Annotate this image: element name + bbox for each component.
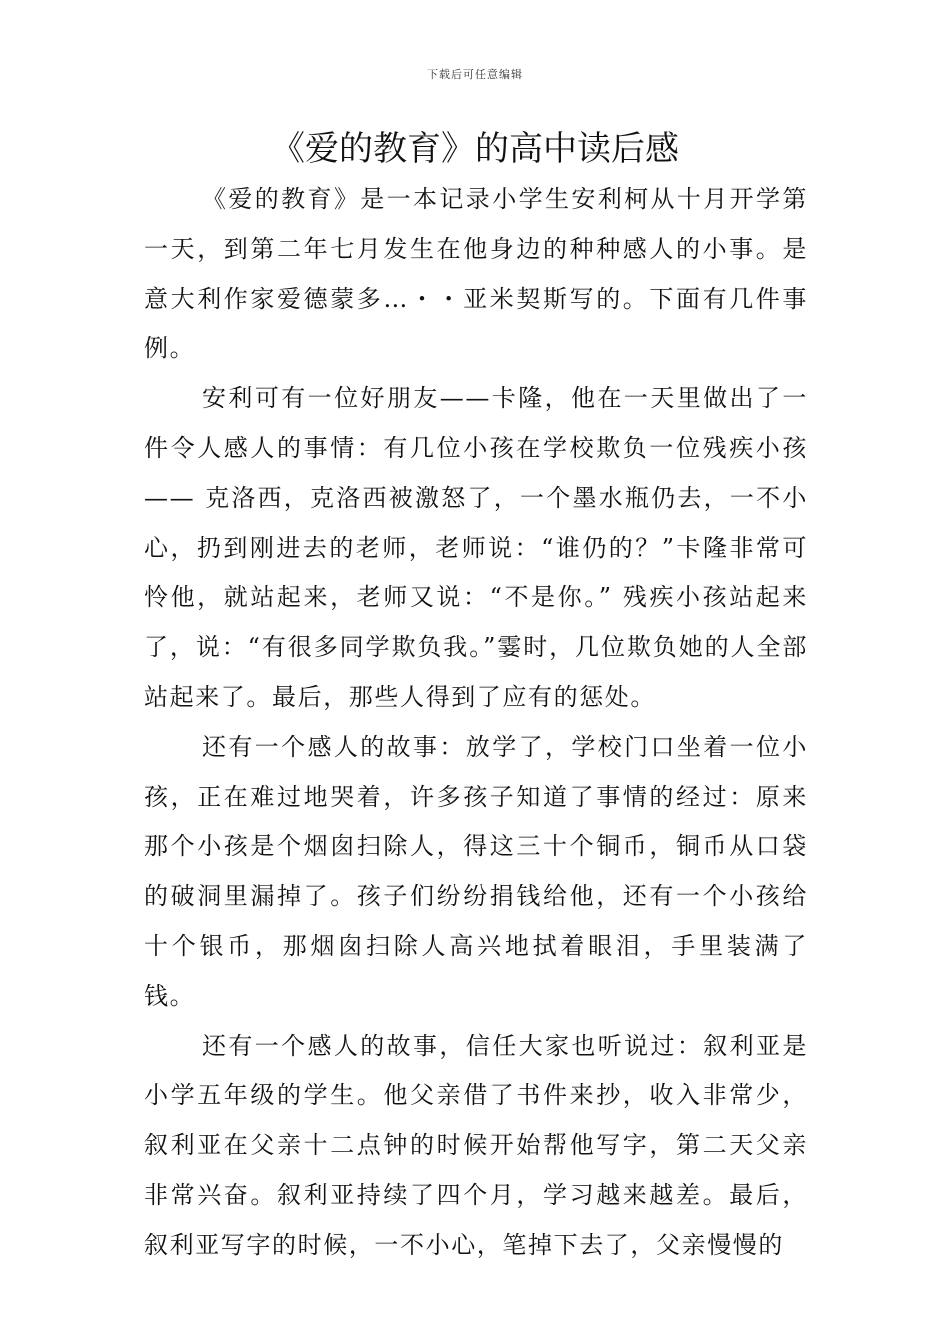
header-note: 下载后可任意编辑 [427,68,523,81]
paragraph-4: 还有一个感人的故事，信任大家也听说过：叙利亚是小学五年级的学生。他父亲借了书件来抄，收入非常少，叙利亚在父亲十二点钟的时候开始帮他写字，第二天父亲非常兴奋。叙利亚持续了四个月，学习越来越差。最后，叙利亚写字的时候，一不小心，笔掉下去了，父亲慢慢的 [144,1031,808,1259]
document-title: 《爱的教育》的高中读后感 [271,129,679,169]
paragraph-1: 《爱的教育》是一本记录小学生安利柯从十月开学第一天，到第二年七月发生在他身边的种种感人的小事。是意大利作家爱德蒙多…・・亚米契斯写的。下面有几件事例。 [144,185,808,363]
paragraph-2: 安利可有一位好朋友——卡隆，他在一天里做出了一件令人感人的事情：有几位小孩在学校欺负一位残疾小孩—— 克洛西，克洛西被激怒了，一个墨水瓶仍去，一不小心，扔到刚进去的老师，老师说：“谁仍的？”卡隆非常可怜他，就站起来，老师又说：“不是你。” 残疾小孩站起来了，说：“有很多同学欺负我。”霎时，几位欺负她的人全部站起来了。最后，那些人得到了应有的惩处。 [144,384,808,711]
paragraph-3: 还有一个感人的故事：放学了，学校门口坐着一位小孩，正在难过地哭着，许多孩子知道了事情的经过：原来那个小孩是个烟囱扫除人，得这三十个铜币，铜币从口袋的破洞里漏掉了。孩子们纷纷捐钱给他，还有一个小孩给十个银币，那烟囱扫除人高兴地拭着眼泪，手里装满了钱。 [144,732,808,1010]
document-body [144,175,808,1271]
